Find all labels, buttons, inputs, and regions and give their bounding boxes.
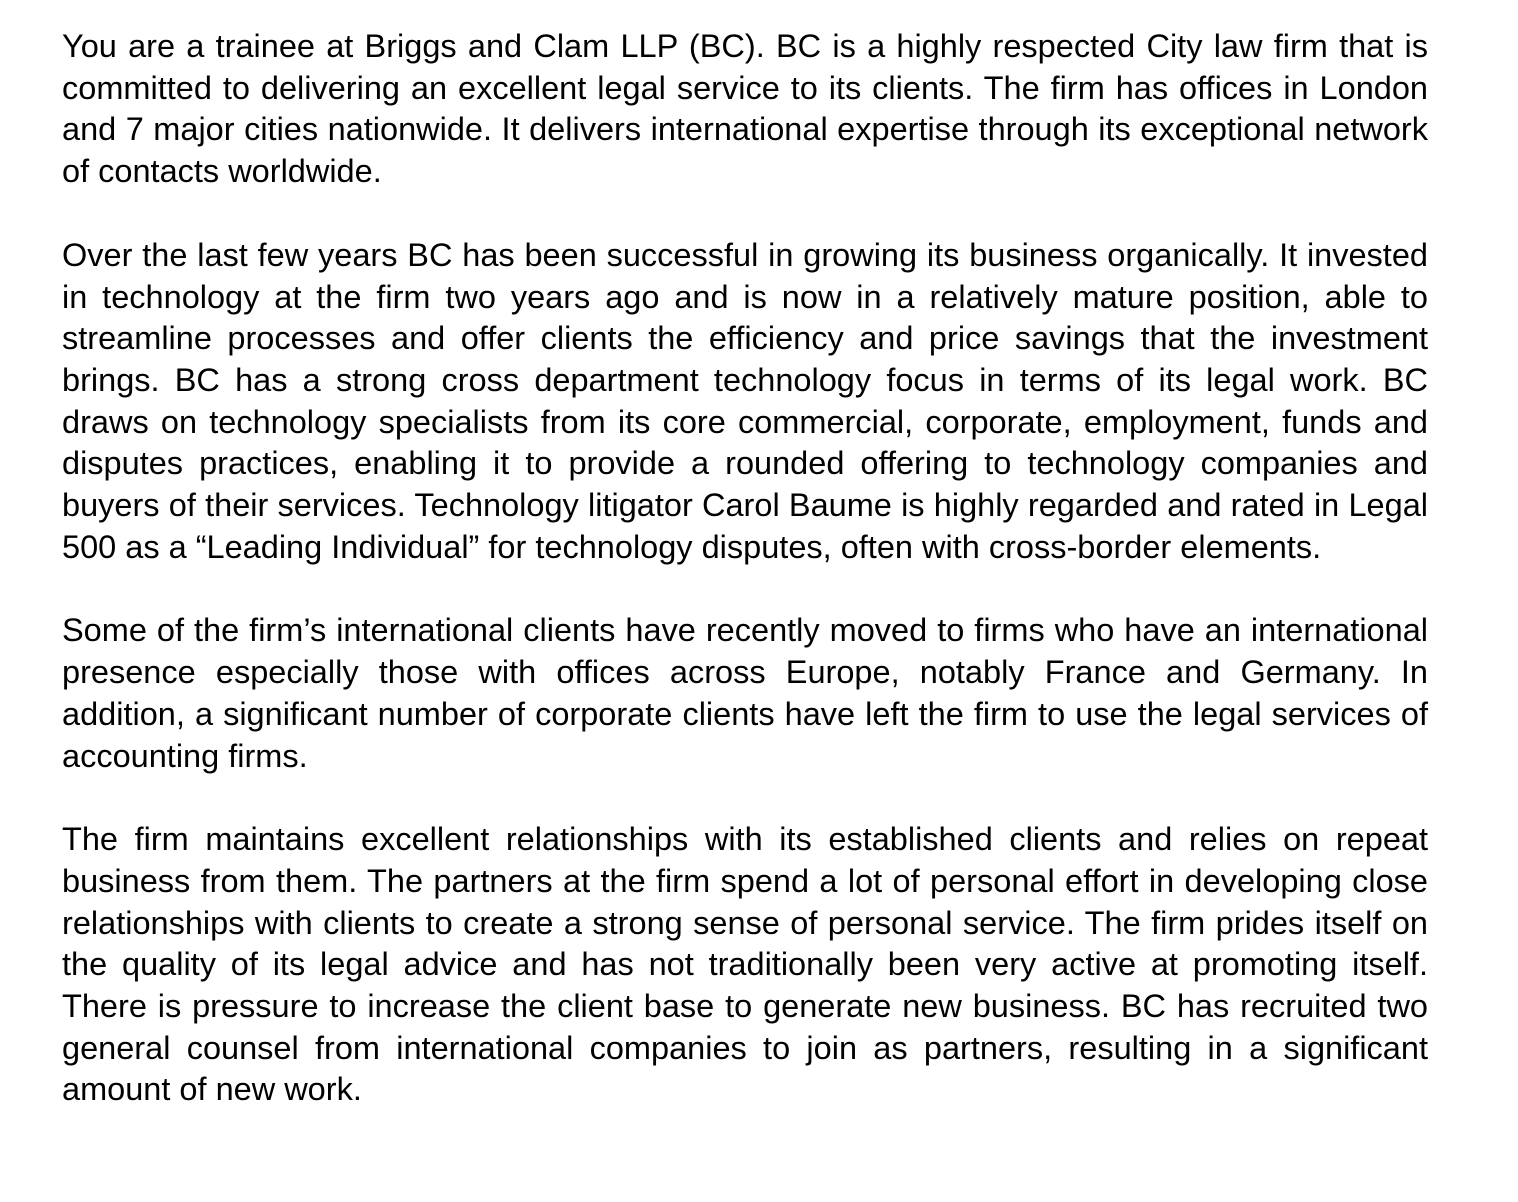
document-body <box>62 26 1428 1111</box>
paragraph-business-growth-technology: Over the last few years BC has been successful in growing its business organically. It invested in technology at the firm two years ago and is now in a relatively mature position, able to streamline processes and offer clients the efficiency and price savings that the investment brings. BC has a strong cross department technology focus in terms of its legal work. BC draws on technology specialists from its core commercial, corporate, employment, funds and disputes practices, enabling it to provide a rounded offering to technology companies and buyers of their services. Technology litigator Carol Baume is highly regarded and rated in Legal 500 as a “Leading Individual” for technology disputes, often with cross-border elements. <box>62 236 1428 565</box>
paragraph-firm-introduction: You are a trainee at Briggs and Clam LLP (BC). BC is a highly respected City law firm that is committed to delivering an excellent legal service to its clients. The firm has offices in London and 7 major cities nationwide. It delivers international expertise through its exceptional network of contacts worldwide. <box>62 28 1428 190</box>
paragraph-client-relationships: The firm maintains excellent relationships with its established clients and relies on repeat business from them. The partners at the firm spend a lot of personal effort in developing close relationships with clients to create a strong sense of personal service. The firm prides itself on the quality of its legal advice and has not traditionally been very active at promoting itself. There is pressure to increase the client base to generate new business. BC has recruited two general counsel from international companies to join as partners, resulting in a significant amount of new work. <box>62 821 1428 1108</box>
paragraph-client-losses: Some of the firm’s international clients have recently moved to firms who have an international presence especially those with offices across Europe, notably France and Germany. In addition, a significant number of corporate clients have left the firm to use the legal services of accounting firms. <box>62 612 1428 774</box>
